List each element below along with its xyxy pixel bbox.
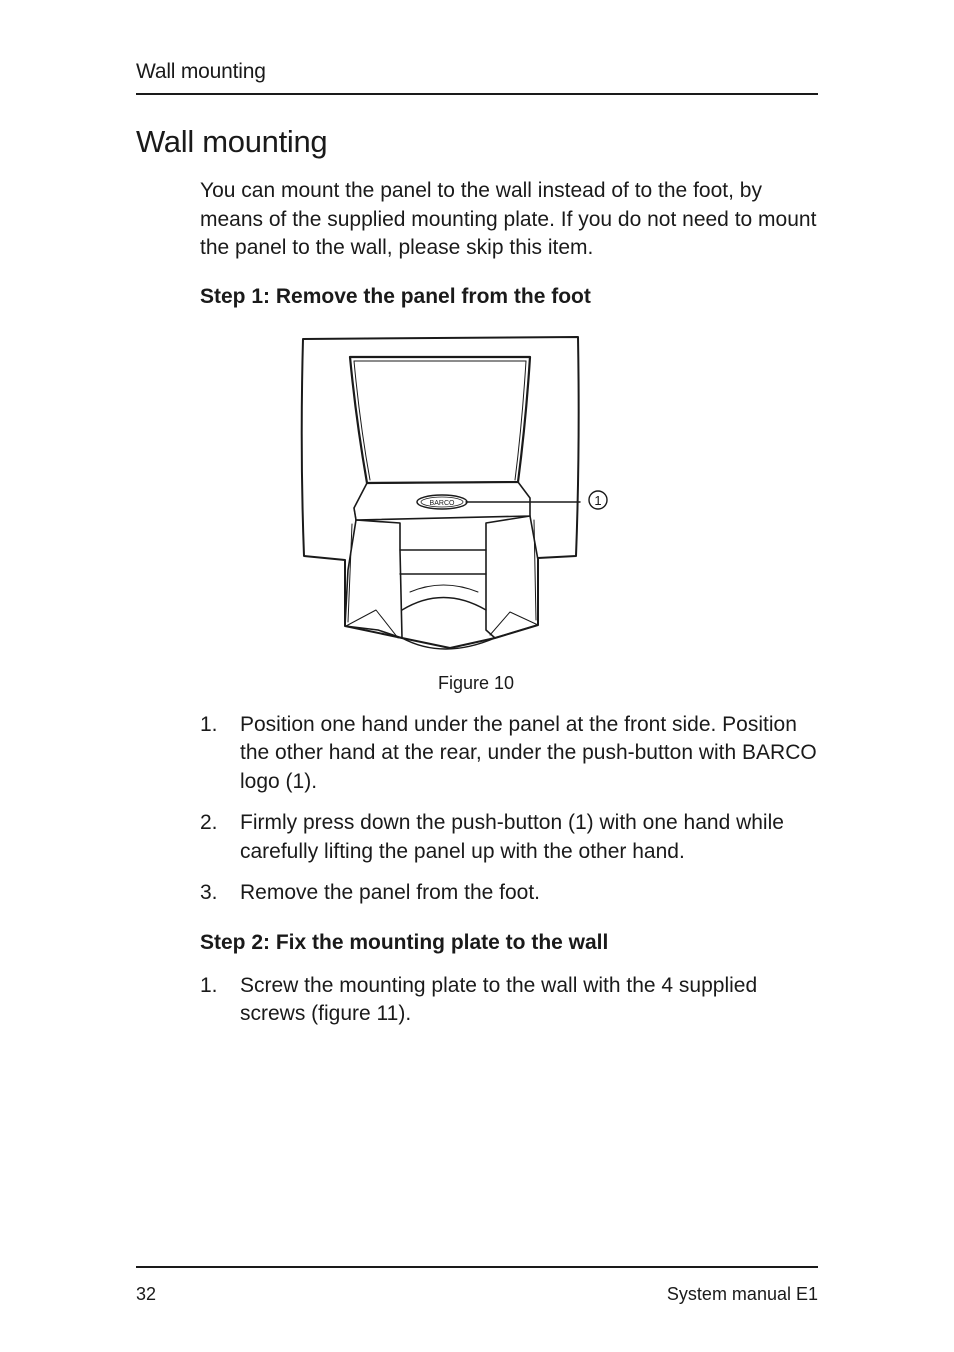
footer-rule [136, 1266, 818, 1268]
barco-logo-text: BARCO [429, 500, 455, 507]
list-item-text: Firmly press down the push-button (1) with one hand while carefully lifting the panel up with the other hand. [240, 811, 784, 863]
list-item [200, 879, 820, 907]
document-title: System manual E1 [666, 1284, 818, 1304]
step2-list [200, 972, 820, 1042]
foot-right-leg [486, 516, 538, 638]
running-header: Wall mounting [136, 60, 266, 83]
list-item [200, 809, 820, 866]
section-title: Wall mounting [136, 124, 328, 159]
page-number: 32 [136, 1284, 157, 1304]
figure-10-illustration [290, 330, 620, 655]
list-item-text: Remove the panel from the foot. [240, 881, 540, 905]
list-item-number: 1. [200, 974, 218, 997]
list-item-text: Position one hand under the panel at the front side. Position the other hand at the rear, under the push-button with BARCO logo (1). [240, 713, 817, 793]
screen-outline [350, 357, 530, 483]
step1-heading: Step 1: Remove the panel from the foot [200, 285, 591, 308]
step1-list [200, 711, 820, 921]
header-rule [136, 93, 818, 95]
foot-left-leg [345, 520, 402, 638]
list-item-number: 3. [200, 881, 218, 905]
intro-paragraph: You can mount the panel to the wall instead of to the foot, by means of the supplied mounting plate. If you do not need to mount the panel to the wall, please skip this item. [200, 179, 817, 259]
figure-caption: Figure 10 [437, 673, 515, 693]
step2-heading: Step 2: Fix the mounting plate to the wall [200, 931, 609, 954]
list-item [200, 711, 820, 796]
list-item [200, 972, 820, 1029]
list-item-number: 2. [200, 811, 218, 835]
list-item-text: Screw the mounting plate to the wall with the 4 supplied screws (figure 11). [240, 974, 758, 1026]
callout-number: 1 [594, 493, 602, 508]
panel-outline [302, 337, 579, 648]
list-item-number: 1. [200, 713, 218, 736]
